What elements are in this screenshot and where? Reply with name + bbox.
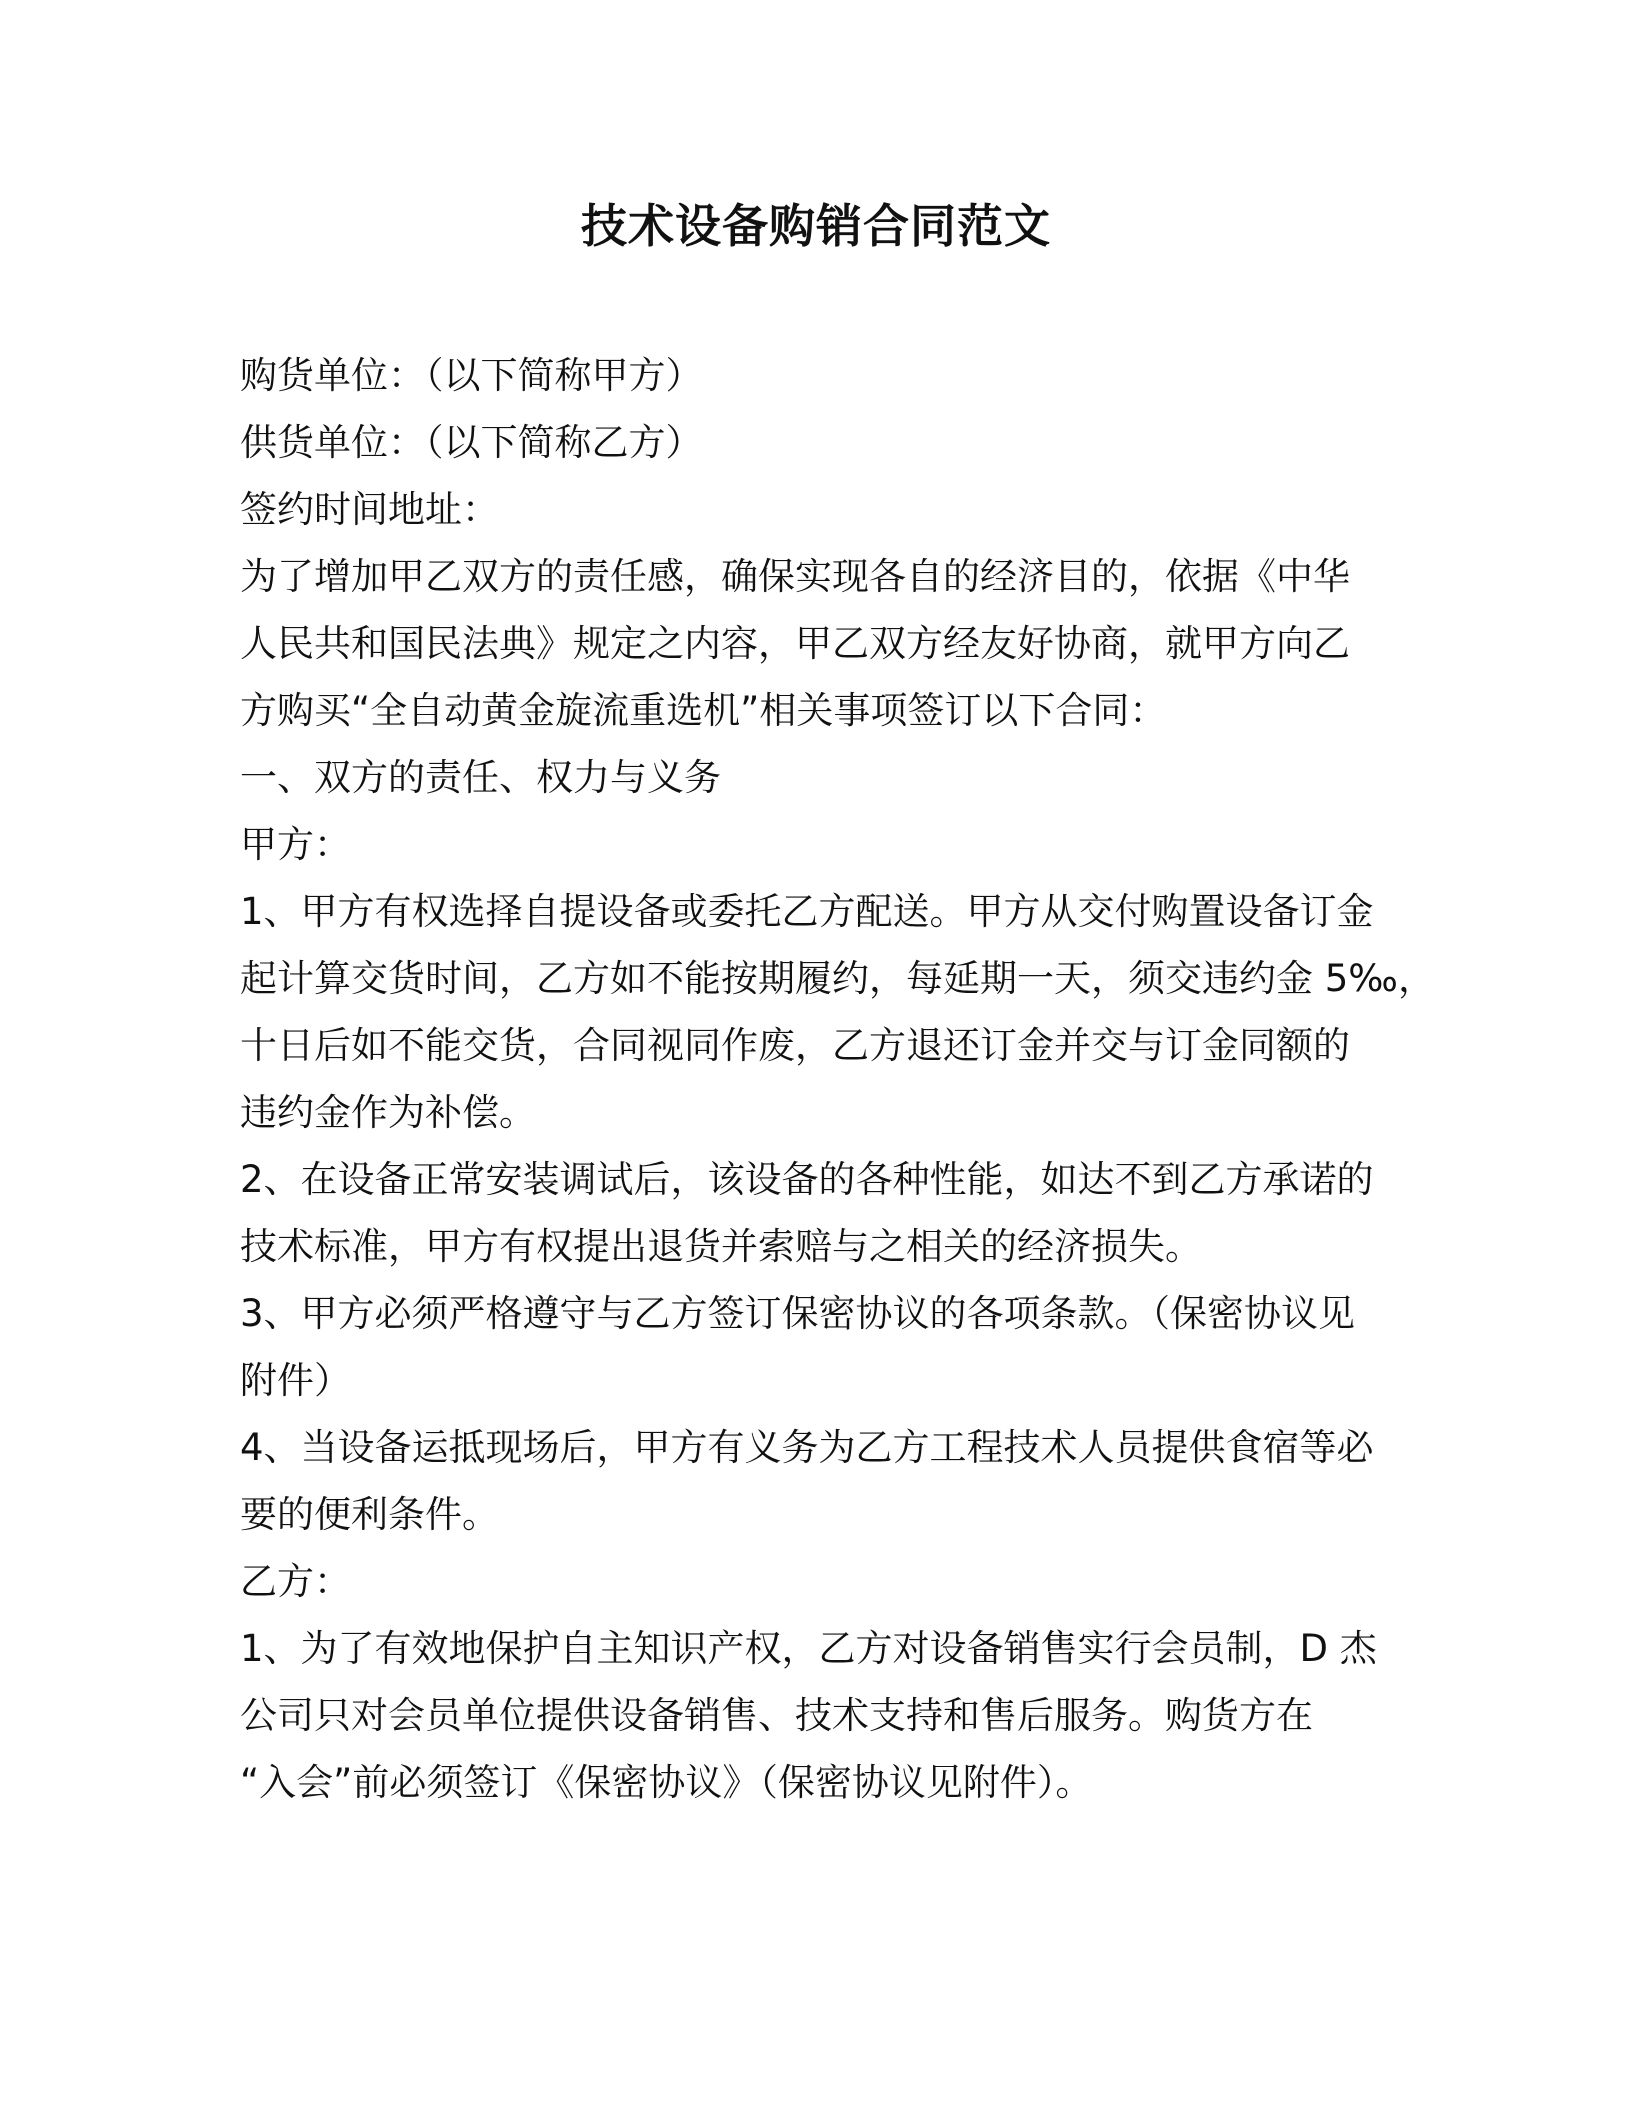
party-b-clause-1-line-2: 公司只对会员单位提供设备销售、技术支持和售后服务。购货方在: [240, 1694, 1313, 1737]
party-a-heading: 甲方：: [240, 823, 351, 866]
party-a-clause-1-line-2: 起计算交货时间，乙方如不能按期履约，每延期一天，须交违约金 5‰，: [240, 957, 1435, 1000]
party-b-clause-1-line-3: “入会”前必须签订《保密协议》（保密协议见附件）。: [240, 1761, 1093, 1804]
party-b-clause-1-line-1: 1、为了有效地保护自主知识产权，乙方对设备销售实行会员制，D 杰: [240, 1627, 1377, 1670]
preamble-line-1: 为了增加甲乙双方的责任感，确保实现各自的经济目的，依据《中华: [240, 555, 1350, 598]
document-body: [240, 342, 1435, 1816]
signing-time-place-line: 签约时间地址：: [240, 488, 499, 531]
party-a-clause-4-line-1: 4、当设备运抵现场后，甲方有义务为乙方工程技术人员提供食宿等必: [240, 1426, 1374, 1469]
party-a-clause-1-line-3: 十日后如不能交货，合同视同作废，乙方退还订金并交与订金同额的: [240, 1024, 1350, 1067]
party-a-clause-1-line-1: 1、甲方有权选择自提设备或委托乙方配送。甲方从交付购置设备订金: [240, 890, 1374, 933]
party-a-clause-4-line-2: 要的便利条件。: [240, 1493, 499, 1536]
document-title: 技术设备购销合同范文: [581, 199, 1051, 253]
supplier-line: 供货单位：（以下简称乙方）: [240, 421, 703, 464]
party-b-heading: 乙方：: [240, 1560, 351, 1603]
section-heading-1: 一、双方的责任、权力与义务: [240, 756, 721, 799]
party-a-clause-1-line-4: 违约金作为补偿。: [240, 1091, 536, 1134]
preamble-line-2: 人民共和国民法典》规定之内容，甲乙双方经友好协商，就甲方向乙: [240, 622, 1350, 665]
party-a-clause-2-line-2: 技术标准，甲方有权提出退货并索赔与之相关的经济损失。: [240, 1225, 1202, 1268]
preamble-line-3: 方购买“全自动黄金旋流重选机”相关事项签订以下合同：: [240, 689, 1167, 732]
party-a-clause-3-line-1: 3、甲方必须严格遵守与乙方签订保密协议的各项条款。（保密协议见: [240, 1292, 1356, 1335]
party-a-clause-2-line-1: 2、在设备正常安装调试后，该设备的各种性能，如达不到乙方承诺的: [240, 1158, 1374, 1201]
buyer-line: 购货单位：（以下简称甲方）: [240, 354, 703, 397]
party-a-clause-3-line-2: 附件）: [240, 1359, 351, 1402]
